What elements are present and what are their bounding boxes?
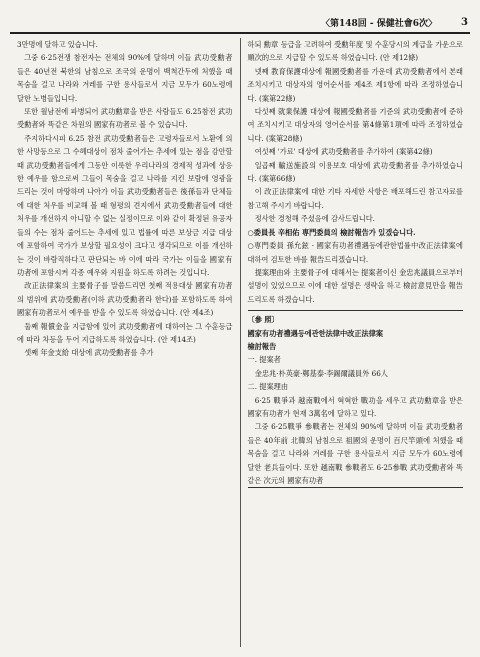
paragraph: 3만명에 달하고 있습니다. [17,40,98,49]
reference-tag: 〔參 照〕 [247,315,279,325]
reference-line: 金忠兆·朴英豪·鄭基泰·李錫爾議員外 66人 [254,368,388,378]
paragraph: 여섯째 '가료' 대상에 武功受勳者를 추가하여 (案第42條) [254,147,433,157]
page-header [10,12,470,34]
reference-line: 6·25 戰爭과 越南戰에서 혁혁한 戰功을 세우고 武功勳章을 받은 國家有功者가 현재 3萬名에 달하고 있다. [247,395,463,418]
paragraph: 그중 6·25전쟁 참전자는 전체의 90%에 달하며 이들 武功受勳者들은 40년전 북한의 남침으로 조국의 운명이 백척간두에 처했을 때 목숨을 걸고 나라와 겨레를 구한 용사들로서 지금 모두가 60노령에 달한 노병들입니다. [17,53,233,103]
chair-remark: ○委員長 辛相佑 専門委員의 檢討報告가 있겠습니다. [247,227,416,237]
paragraph: 일곱째 輸送施設의 이용보호 대상에 武功受勳者를 추가하였습니다. (案第66條) [247,160,463,184]
paragraph: 改正法律案의 主要骨子를 말씀드리면 첫째 적용대상 國家有功者의 범위에 武功受勳者(이하 武功受勳者라 한다)를 포함하도록 하여 國家有功者로서 예우를 받을 수 있도록 하였습니다. (안 제4조) [17,281,233,318]
paragraph: 둘째 報償金을 지급함에 있어 武功受勳者에 대하여는 그 수훈등급에 따라 차등을 두어 지급하도록 하였습니다. (안 제14조) [17,321,233,344]
paragraph: 提案理由와 主要骨子에 대해서는 提案者이신 金忠兆議員으로부터 설명이 있었으므로 이에 대한 설명은 생략을 하고 檢討意見만을 報告드리도록 하겠습니다. [247,267,463,304]
text-columns [12,38,468,647]
paragraph: 또한 월남전에 파병되어 武功勳章을 받은 사람들도 6.25참전 武功受勳者와 똑같은 차원의 國家有功者로 볼 수 있습니다. [17,107,233,130]
issue-label: 〈第148回 - 保健社會6次〉 [320,18,438,29]
paragraph: 하되 勳章 등급을 고려하여 受勳年度 및 수훈당시의 계급을 가운으로 順次的으로 지급할 수 있도록 하였습니다. (안 제12條) [247,40,463,63]
paragraph: 셋째 年金支給 대상에 武功受勳者를 추가 [24,348,154,358]
paragraph: 이 改正法律案에 대한 기타 자세한 사항은 배포해드린 참고자료를 참고해 주시기 바랍니다. [247,187,463,210]
reference-line: 그중 6·25戰爭 參戰者는 전체의 90%에 달하며 이들 武功受勳者들은 40年前 北韓의 남침으로 祖國의 운명이 百尺竿頭에 처했을 때 목숨을 걸고 나라와 겨레를 구한 용사들로서 지금 모두가 60노령에 달한 老兵들이다. 또한 越南戰 參戰者도 6·25參戰 武功受勳者와 똑같은 次元의 國家有功者 [247,422,463,485]
paragraph: 넷째 教育保護대상에 報國受勳者를 가운데 武功受勳者에서 본래 조치시키고 대상자의 영어순서를 제4조 제1항에 따라 조정하였습니다. (案第22條) [247,66,463,103]
reference-line: 二. 提案理由 [247,382,289,392]
reference-line: 一. 提案者 [247,355,281,365]
paragraph: 정사한 경청해 주셨음에 감사드립니다. [254,214,375,224]
page-number: 3 [461,16,468,28]
right-column [241,38,469,647]
reference-title: 國家有功者禮遇등에관한法律中改正法律案 [247,328,384,338]
expert-remark: ○専門委員 孫允鉉 · 國家有功者禮遇등에관한법률中改正法律案에 대하여 검토한 바를 報告드리겠습니다. [247,241,463,264]
paragraph: 주지하다시피 6.25 참전 武功受勳者들은 고령자들로서 노환에 의한 사망등으로 그 수혜대상이 점차 줄어가는 추세에 있는 점을 감안할때 武功受勳者들에게 그동안 이룩한 우리나라의 경제적 성과에 상응한 예우를 함으로써 그들이 목숨을 걸고 나라를 지킨 보람에 영광을 드리는 것이 마땅하며 나아가 이들 武功受勳者들은 後孫들과 단체들에 대한 처우를 비교해 볼 때 형평의 견지에서 武功受勳者들에 대한 처우를 개선하지 아니할 수 없는 실정이므로 이와 같이 확정된 유공자들의 수는 점차 줄어드는 추세에 있고 법률에 따른 보상금 지급 대상에 포함하여 국가가 보상할 필요성이 크다고 생각되므로 이를 개선하는 것이 바람직하다고 판단되는 바 이에 따라 국가는 이들을 國家有功者에 포함시켜 각종 예우와 지원을 하도록 하려는 것입니다. [17,133,233,277]
left-column [12,38,241,647]
paragraph: 다섯째 就業保護 대상에 報國受勳者를 기준의 武功受勳者에 준하여 조치시키고 대상자의 영어순서를 第4條第1項에 따라 조정하였습니다. (案第28條) [247,107,463,143]
reference-subtitle: 檢討報告 [247,341,277,351]
reference-box [248,310,464,488]
